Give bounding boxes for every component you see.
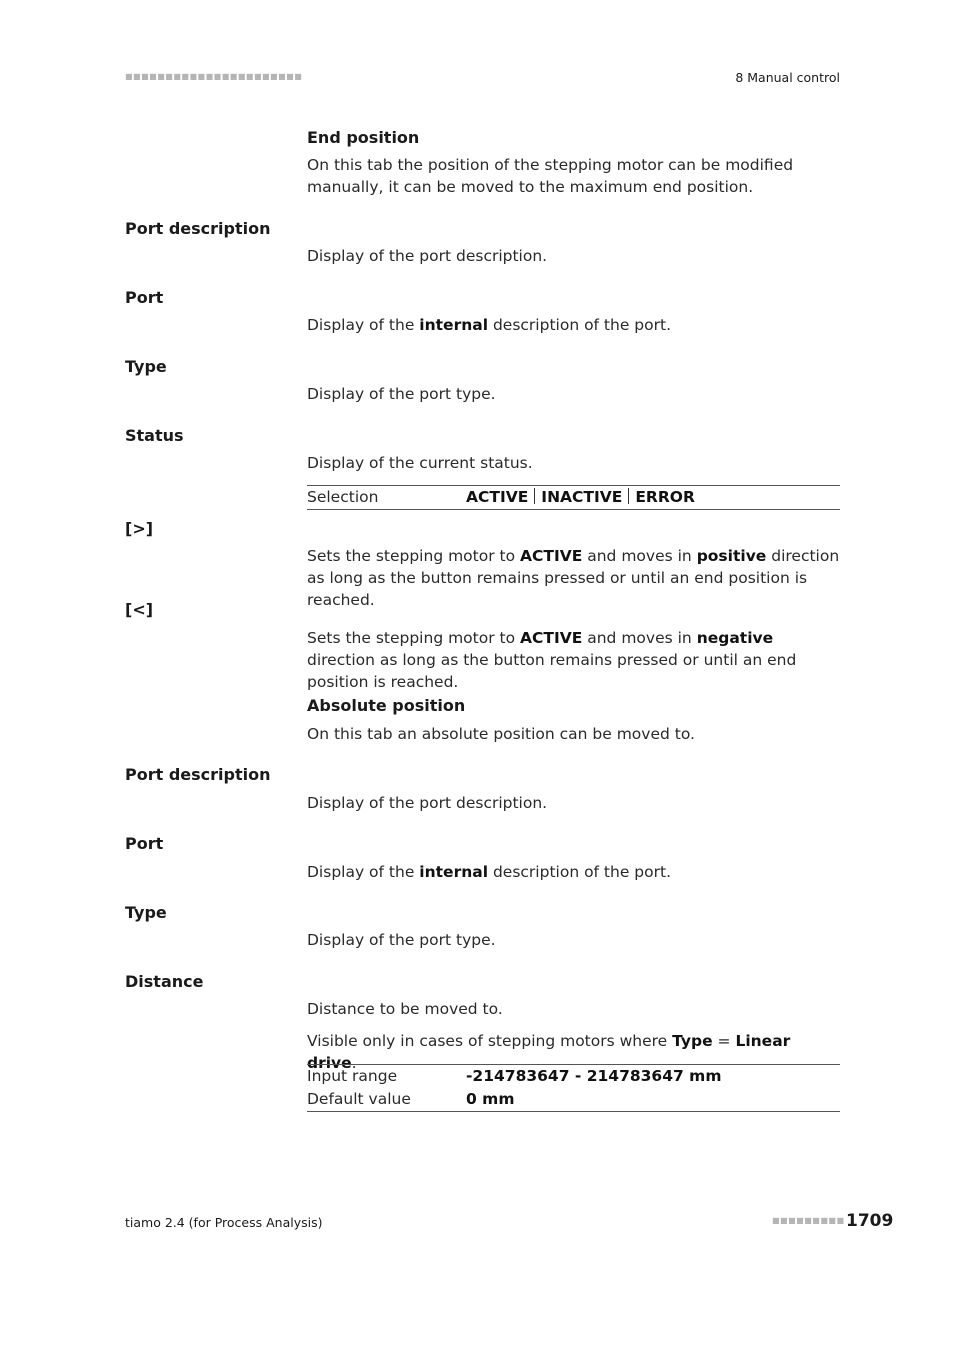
absolute-position-intro: On this tab an absolute position can be moved to. bbox=[307, 725, 695, 743]
desc-port: Display of the internal description of the port. bbox=[307, 316, 671, 334]
term-backward-button: [<] bbox=[125, 600, 154, 619]
table-value: 0 mm bbox=[466, 1090, 515, 1108]
footer-product-name: tiamo 2.4 (for Process Analysis) bbox=[125, 1215, 323, 1230]
footer-decoration: ■■■■■■■■■ bbox=[772, 1216, 845, 1225]
term-status: Status bbox=[125, 426, 184, 445]
term-distance: Distance bbox=[125, 972, 204, 991]
term-port-description: Port description bbox=[125, 219, 271, 238]
desc-type: Display of the port type. bbox=[307, 385, 496, 403]
table-row bbox=[307, 486, 840, 509]
table-label: Default value bbox=[307, 1090, 411, 1108]
table-row bbox=[307, 1065, 840, 1088]
desc-distance: Distance to be moved to. bbox=[307, 1000, 503, 1018]
distance-parameter-table bbox=[307, 1064, 840, 1112]
table-label: Selection bbox=[307, 488, 379, 506]
desc-forward-button: Sets the stepping motor to ACTIVE and moves in positive direction as long as the button remains pressed or until an end position is reached. bbox=[307, 547, 840, 609]
distance-visibility-note: Visible only in cases of stepping motors where Type = Linear drive. bbox=[307, 1032, 791, 1072]
page-number: 1709 bbox=[846, 1211, 894, 1231]
term-type: Type bbox=[125, 357, 167, 376]
term-port-description: Port description bbox=[125, 765, 271, 784]
desc-status: Display of the current status. bbox=[307, 454, 533, 472]
table-value: -214783647 - 214783647 mm bbox=[466, 1067, 722, 1085]
desc-backward-button: Sets the stepping motor to ACTIVE and moves in negative direction as long as the button remains pressed or until an end position is reached. bbox=[307, 629, 797, 691]
header-decoration: ■■■■■■■■■■■■■■■■■■■■■■ bbox=[125, 72, 303, 81]
section-heading-end-position: End position bbox=[307, 128, 420, 147]
term-type: Type bbox=[125, 903, 167, 922]
chapter-title: 8 Manual control bbox=[735, 70, 840, 85]
desc-port-description: Display of the port description. bbox=[307, 247, 548, 265]
status-selection-table bbox=[307, 485, 840, 510]
term-port: Port bbox=[125, 834, 164, 853]
desc-port-description: Display of the port description. bbox=[307, 794, 548, 812]
table-row bbox=[307, 1088, 840, 1111]
status-options: ACTIVE INACTIVE ERROR bbox=[466, 488, 695, 506]
end-position-intro: On this tab the position of the stepping motor can be modified manually, it can be moved to the maximum end position. bbox=[307, 156, 794, 196]
section-heading-absolute-position: Absolute position bbox=[307, 696, 466, 715]
term-forward-button: [>] bbox=[125, 519, 154, 538]
term-port: Port bbox=[125, 288, 164, 307]
desc-port: Display of the internal description of the port. bbox=[307, 863, 671, 881]
desc-type: Display of the port type. bbox=[307, 931, 496, 949]
table-label: Input range bbox=[307, 1067, 398, 1085]
